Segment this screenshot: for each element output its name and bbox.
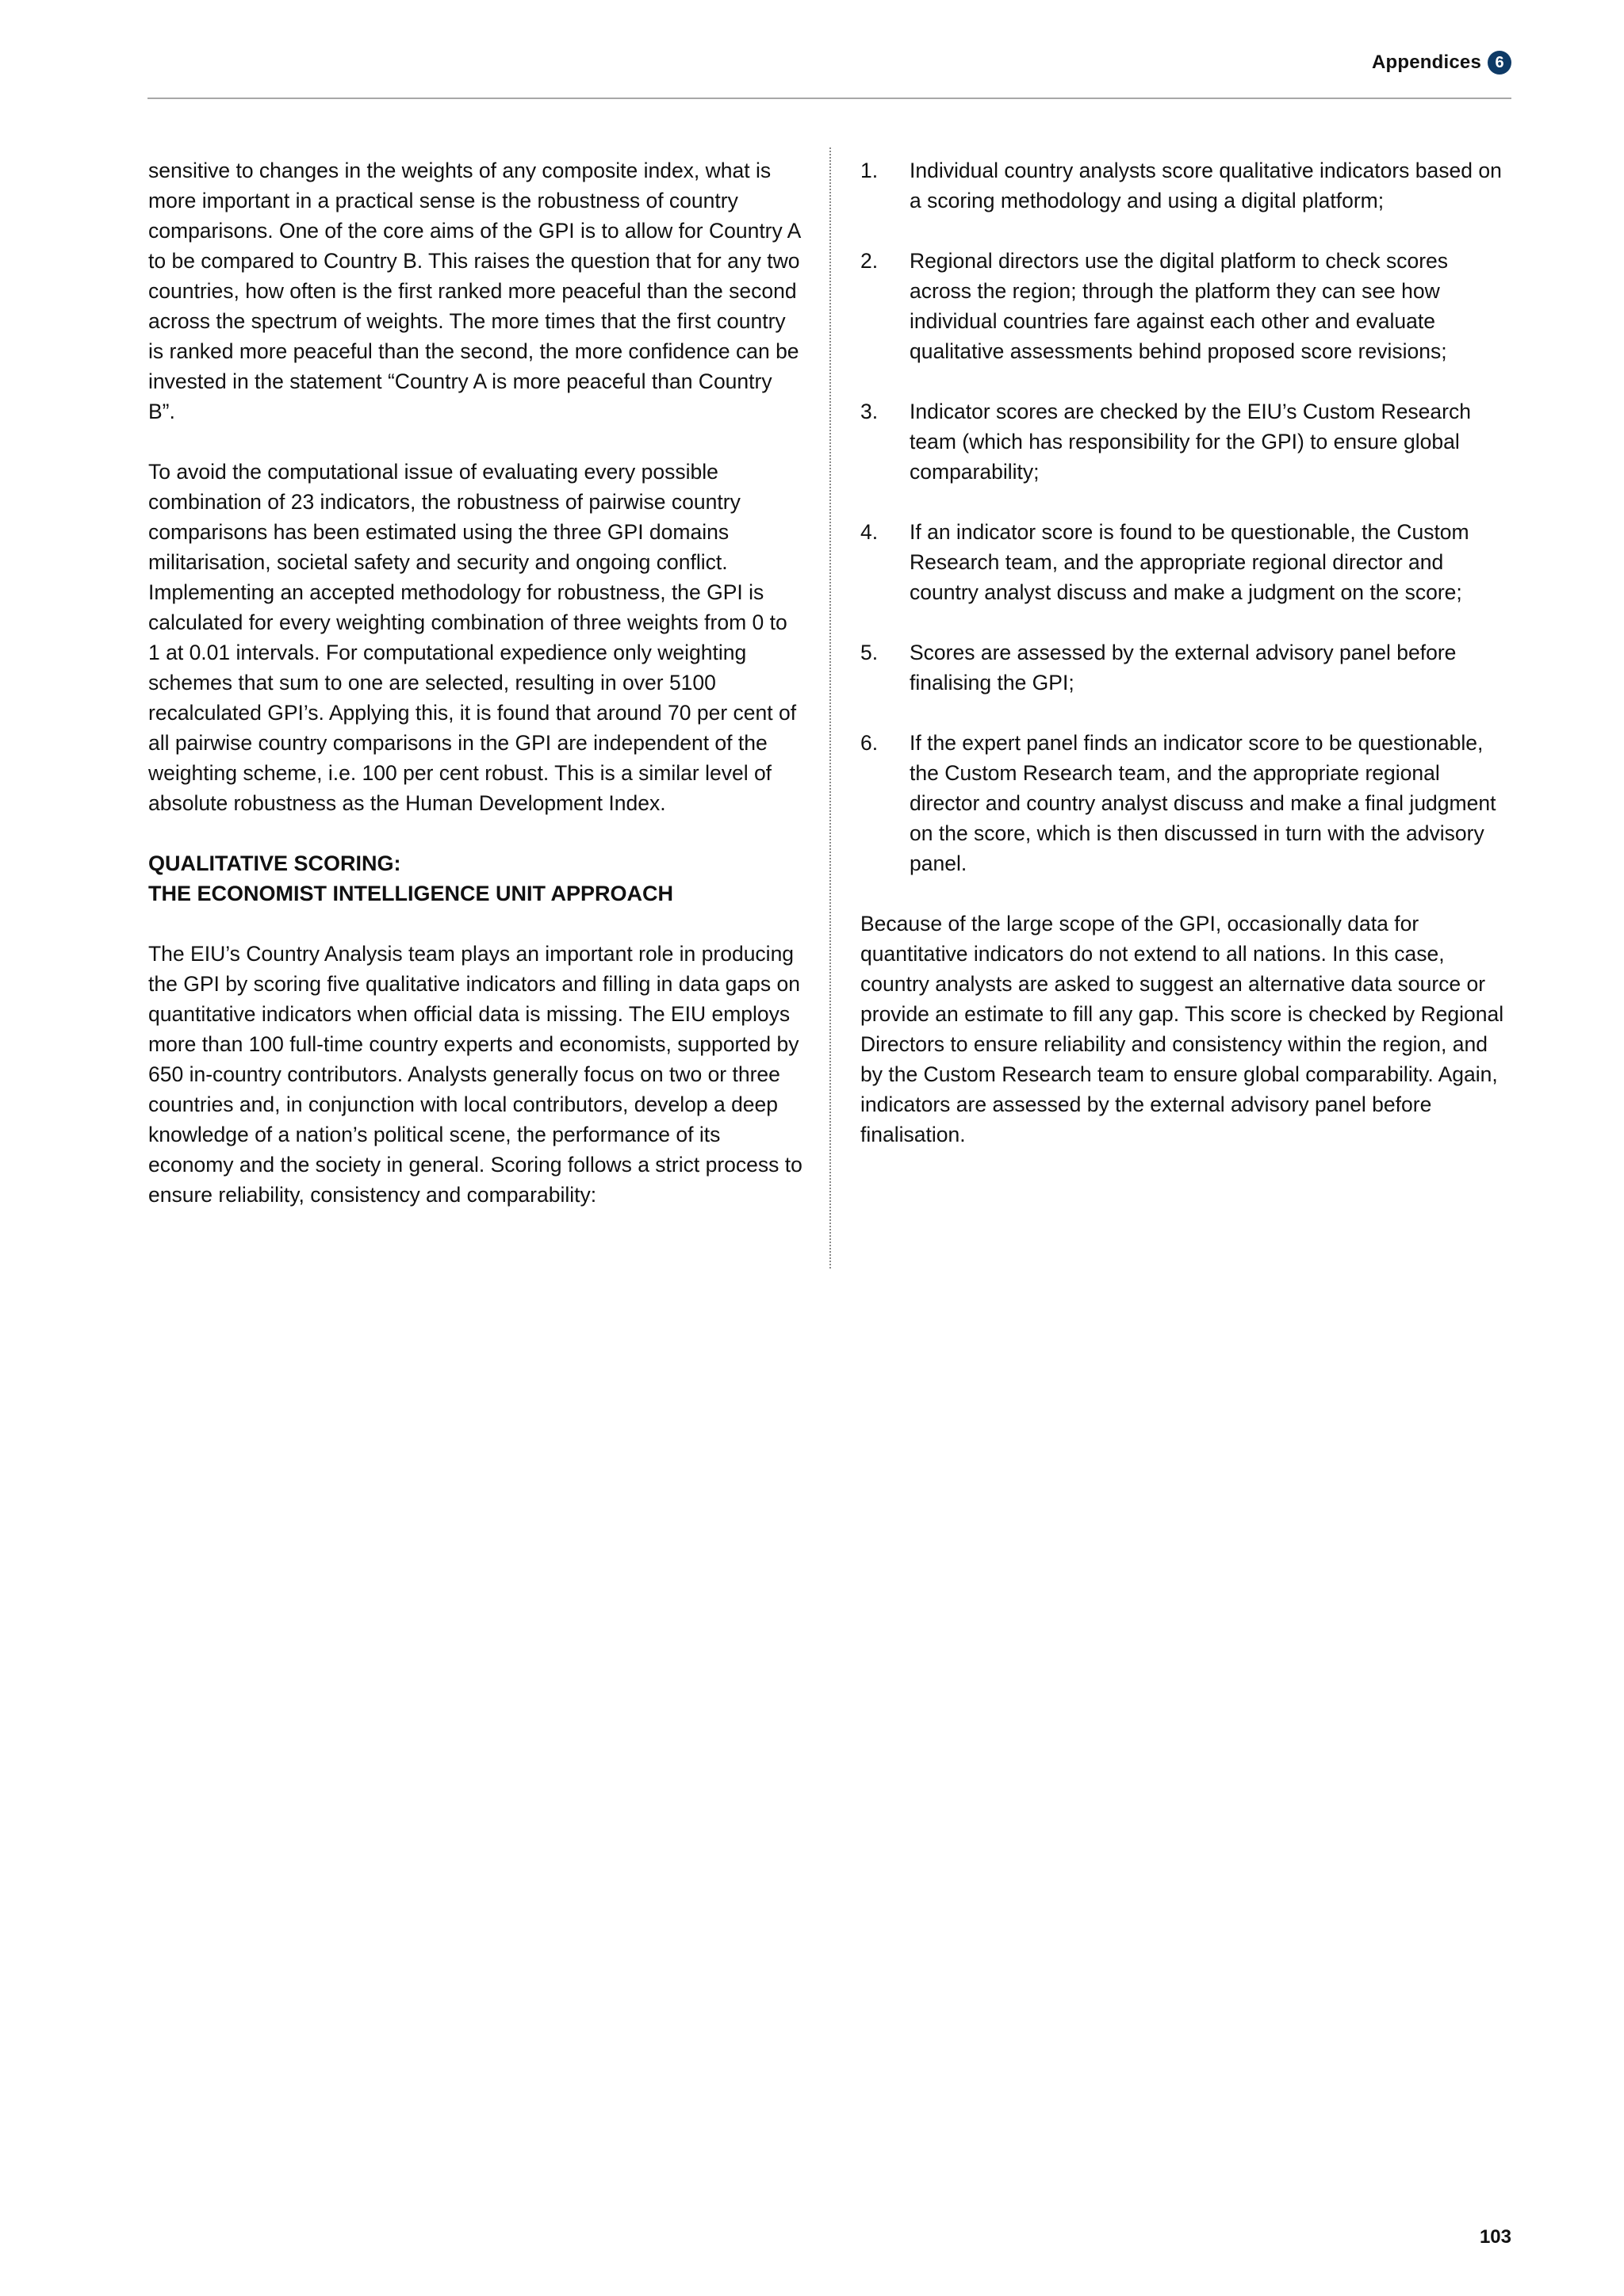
list-item-number: 2. <box>860 249 879 273</box>
list-item <box>860 637 1514 698</box>
list-item-number: 6. <box>860 731 879 755</box>
robustness-paragraph: sensitive to changes in the weights of any composite index, what is more important in a practical sense is the robustness of country comparisons. One of the core aims of the GPI is to allow for Country A to be compared to Country B. This raises the question that for any two countries, how often is the first ranked more peaceful than the second across the spectrum of weights. The more times that the first country is ranked more peaceful than the second, the more confidence can be invested in the statement “Country A is more peaceful than Country B”. <box>148 159 800 423</box>
column-divider <box>829 147 831 1269</box>
list-item-text: Indicator scores are checked by the EIU’s Custom Research team (which has responsibility for the GPI) to ensure global comparability; <box>910 400 1471 484</box>
left-column <box>148 155 803 1240</box>
section-label: Appendices <box>1371 52 1481 73</box>
list-item-number: 4. <box>860 520 879 544</box>
scoring-process-list <box>860 155 1514 878</box>
right-column <box>860 155 1514 1180</box>
list-item-text: Scores are assessed by the external advisory panel before finalising the GPI; <box>910 641 1457 695</box>
header-divider <box>147 98 1511 99</box>
heading-line-1: QUALITATIVE SCORING: <box>148 851 401 875</box>
list-item <box>860 396 1514 487</box>
list-item <box>860 246 1514 366</box>
list-item <box>860 728 1514 878</box>
heading-line-2: THE ECONOMIST INTELLIGENCE UNIT APPROACH <box>148 882 674 905</box>
list-item-text: If the expert panel finds an indicator score to be questionable, the Custom Research team, and the appropriate regional director and country analyst discuss and make a final judgment on the score, which is then discussed in turn with the advisory panel. <box>910 731 1496 875</box>
list-item-text: If an indicator score is found to be questionable, the Custom Research team, and the appropriate regional director and country analyst discuss and make a judgment on the score; <box>910 520 1469 604</box>
section-heading <box>148 848 803 909</box>
page-number: 103 <box>1479 2226 1511 2248</box>
data-gap-paragraph: Because of the large scope of the GPI, occasionally data for quantitative indicators do not extend to all nations. In this case, country analysts are asked to suggest an alternative data source or provide an estimate to fill any gap. This score is checked by Regional Directors to ensure reliability and consistency within the region, and by the Custom Research team to ensure global comparability. Again, indicators are assessed by the external advisory panel before finalisation. <box>860 912 1504 1146</box>
list-item <box>860 155 1514 216</box>
section-number-badge: 6 <box>1488 51 1511 75</box>
list-item-text: Individual country analysts score qualitative indicators based on a scoring methodology and using a digital platform; <box>910 159 1502 212</box>
list-item <box>860 517 1514 607</box>
list-item-text: Regional directors use the digital platform to check scores across the region; through the platform they can see how individual countries fare against each other and evaluate qualitative assessments behind proposed score revisions; <box>910 249 1449 363</box>
list-item-number: 3. <box>860 400 879 423</box>
list-item-number: 1. <box>860 159 879 182</box>
page-header <box>147 51 1511 98</box>
eiu-paragraph: The EIU’s Country Analysis team plays an important role in producing the GPI by scoring five qualitative indicators and filling in data gaps on quantitative indicators when official data is missing. The EIU employs more than 100 full-time country experts and economists, supported by 650 in-country contributors. Analysts generally focus on two or three countries and, in conjunction with local contributors, develop a deep knowledge of a nation’s political scene, the performance of its economy and the society in general. Scoring follows a strict process to ensure reliability, consistency and comparability: <box>148 942 802 1207</box>
section-indicator <box>1372 51 1511 75</box>
list-item-number: 5. <box>860 641 879 664</box>
computation-paragraph: To avoid the computational issue of evaluating every possible combination of 23 indicators, the robustness of pairwise country comparisons has been estimated using the three GPI domains militarisation, societal safety and security and ongoing conflict. Implementing an accepted methodology for robustness, the GPI is calculated for every weighting combination of three weights from 0 to 1 at 0.01 intervals. For computational expedience only weighting schemes that sum to one are selected, resulting in over 5100 recalculated GPI’s. Applying this, it is found that around 70 per cent of all pairwise country comparisons in the GPI are independent of the weighting scheme, i.e. 100 per cent robust. This is a similar level of absolute robustness as the Human Development Index. <box>148 460 797 815</box>
